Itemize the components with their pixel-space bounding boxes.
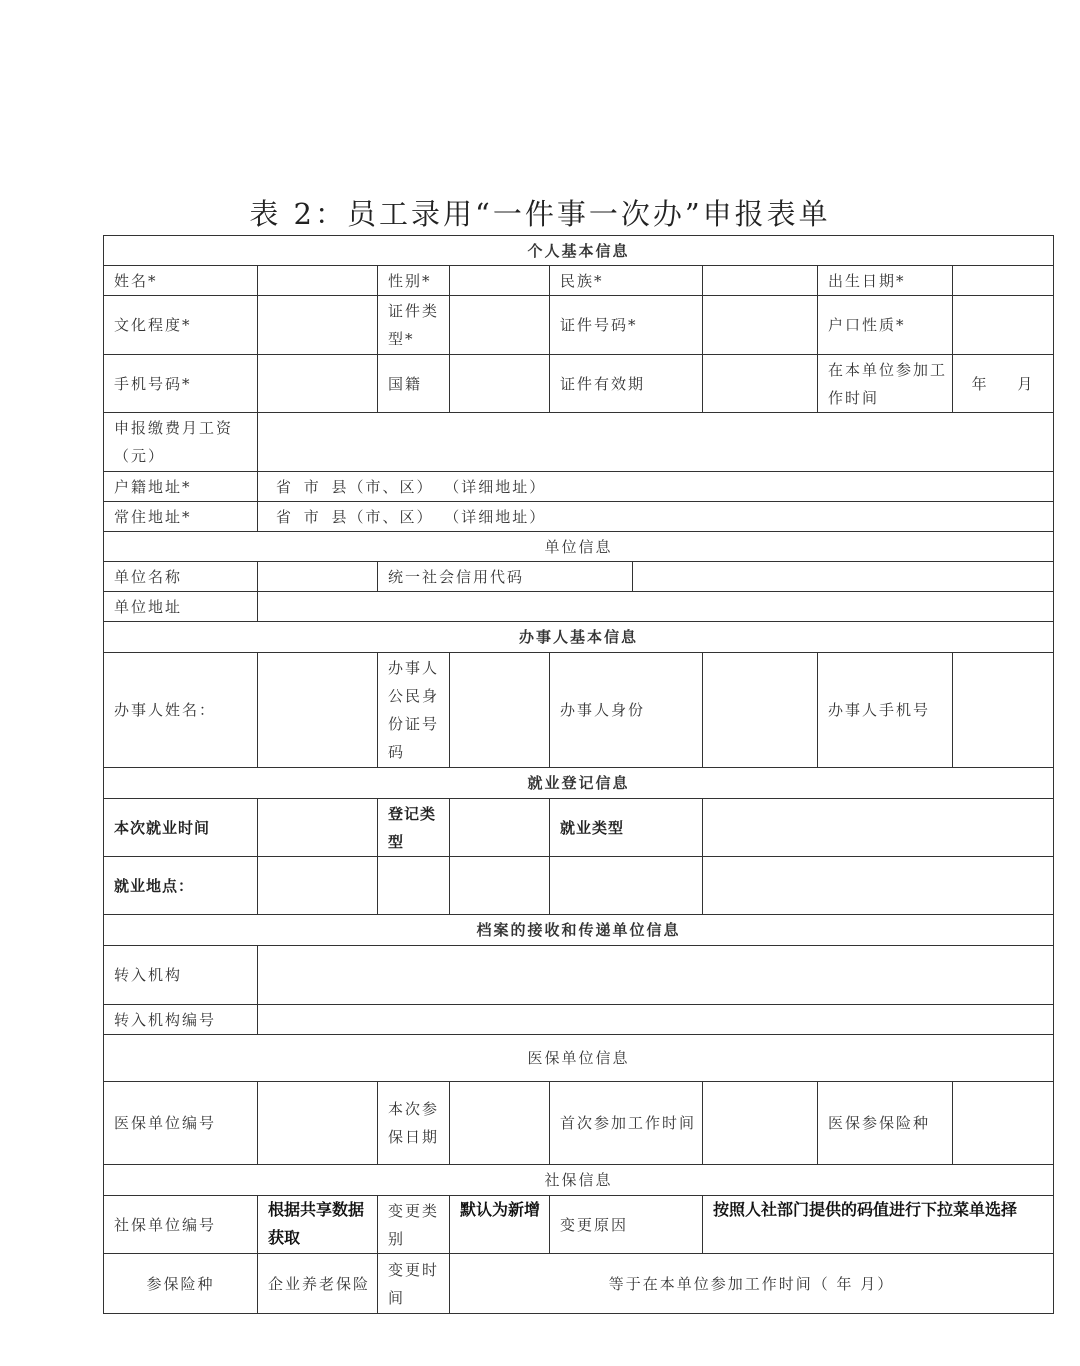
- input-phone[interactable]: [258, 355, 378, 413]
- input-medical-insurance-type[interactable]: [953, 1082, 1054, 1165]
- application-form-table: [103, 235, 1054, 1314]
- label-hukou-type: 户口性质*: [818, 296, 953, 355]
- label-employment-location: 就业地点：: [104, 857, 258, 915]
- label-nationality: 国籍: [378, 355, 450, 413]
- input-registration-type[interactable]: [450, 799, 550, 857]
- label-birth-date: 出生日期*: [818, 266, 953, 296]
- input-first-work-time[interactable]: [703, 1082, 818, 1165]
- cell-location-extra-4[interactable]: [703, 857, 1054, 915]
- label-change-reason: 变更原因: [550, 1196, 703, 1254]
- input-salary[interactable]: [258, 413, 1054, 472]
- label-gender: 性别*: [378, 266, 450, 296]
- label-id-validity: 证件有效期: [550, 355, 703, 413]
- label-unit-name: 单位名称: [104, 562, 258, 592]
- label-agent-identity: 办事人身份: [550, 653, 703, 768]
- input-id-number[interactable]: [703, 296, 818, 355]
- value-insurance-type[interactable]: 企业养老保险: [258, 1254, 378, 1314]
- label-registration-type: 登记类型: [378, 799, 450, 857]
- label-social-unit-code: 社保单位编号: [104, 1196, 258, 1254]
- input-ethnicity[interactable]: [703, 266, 818, 296]
- page-title: 表 2：员工录用“一件事一次办”申报表单: [249, 197, 831, 231]
- input-birth-date[interactable]: [953, 266, 1054, 296]
- input-transfer-institution-code[interactable]: [258, 1005, 1054, 1035]
- cell-location-extra-2[interactable]: [450, 857, 550, 915]
- label-ethnicity: 民族*: [550, 266, 703, 296]
- section-header-personal: 个人基本信息: [104, 236, 1054, 266]
- select-change-reason[interactable]: 按照人社部门提供的码值进行下拉菜单选择: [703, 1196, 1054, 1254]
- input-id-validity[interactable]: [703, 355, 818, 413]
- input-name[interactable]: [258, 266, 378, 296]
- label-medical-insurance-type: 医保参保险种: [818, 1082, 953, 1165]
- label-work-start: 在本单位参加工作时间: [818, 355, 953, 413]
- input-unit-name[interactable]: [258, 562, 378, 592]
- input-employment-time[interactable]: [258, 799, 378, 857]
- label-insurance-type: 参保险种: [104, 1254, 258, 1314]
- label-credit-code: 统一社会信用代码: [378, 562, 633, 592]
- input-agent-identity[interactable]: [703, 653, 818, 768]
- label-name: 姓名*: [104, 266, 258, 296]
- label-id-type: 证件类型*: [378, 296, 450, 355]
- input-work-start-year-month[interactable]: 年 月: [953, 355, 1054, 413]
- value-change-time[interactable]: 等于在本单位参加工作时间（ 年 月）: [450, 1254, 1054, 1314]
- label-agent-phone: 办事人手机号: [818, 653, 953, 768]
- input-residence-address[interactable]: 省 市 县（市、区） （详细地址）: [258, 502, 1054, 532]
- input-employment-type[interactable]: [703, 799, 1054, 857]
- label-transfer-institution-code: 转入机构编号: [104, 1005, 258, 1035]
- cell-location-extra-1[interactable]: [378, 857, 450, 915]
- input-medical-unit-code[interactable]: [258, 1082, 378, 1165]
- input-insured-date[interactable]: [450, 1082, 550, 1165]
- section-header-social: 社保信息: [104, 1165, 1054, 1196]
- input-credit-code[interactable]: [633, 562, 1054, 592]
- label-agent-id-number: 办事人公民身份证号码: [378, 653, 450, 768]
- input-hukou-type[interactable]: [953, 296, 1054, 355]
- label-employment-time: 本次就业时间: [104, 799, 258, 857]
- label-agent-name: 办事人姓名：: [104, 653, 258, 768]
- section-header-medical: 医保单位信息: [104, 1035, 1054, 1082]
- label-residence-address: 常住地址*: [104, 502, 258, 532]
- label-medical-unit-code: 医保单位编号: [104, 1082, 258, 1165]
- label-phone: 手机号码*: [104, 355, 258, 413]
- input-id-type[interactable]: [450, 296, 550, 355]
- input-agent-phone[interactable]: [953, 653, 1054, 768]
- section-header-employment: 就业登记信息: [104, 768, 1054, 799]
- label-id-number: 证件号码*: [550, 296, 703, 355]
- label-employment-type: 就业类型: [550, 799, 703, 857]
- value-change-type[interactable]: 默认为新增: [450, 1196, 550, 1254]
- label-hukou-address: 户籍地址*: [104, 472, 258, 502]
- input-transfer-institution[interactable]: [258, 946, 1054, 1005]
- input-agent-name[interactable]: [258, 653, 378, 768]
- section-header-archive: 档案的接收和传递单位信息: [104, 915, 1054, 946]
- input-employment-location[interactable]: [258, 857, 378, 915]
- input-agent-id-number[interactable]: [450, 653, 550, 768]
- input-unit-address[interactable]: [258, 592, 1054, 622]
- label-change-type: 变更类别: [378, 1196, 450, 1254]
- section-header-unit: 单位信息: [104, 532, 1054, 562]
- label-unit-address: 单位地址: [104, 592, 258, 622]
- label-education: 文化程度*: [104, 296, 258, 355]
- label-insured-date: 本次参保日期: [378, 1082, 450, 1165]
- label-salary: 申报缴费月工资（元）: [104, 413, 258, 472]
- label-first-work-time: 首次参加工作时间: [550, 1082, 703, 1165]
- section-header-agent: 办事人基本信息: [104, 622, 1054, 653]
- cell-location-extra-3[interactable]: [550, 857, 703, 915]
- input-gender[interactable]: [450, 266, 550, 296]
- input-nationality[interactable]: [450, 355, 550, 413]
- label-change-time: 变更时间: [378, 1254, 450, 1314]
- label-transfer-institution: 转入机构: [104, 946, 258, 1005]
- input-hukou-address[interactable]: 省 市 县（市、区） （详细地址）: [258, 472, 1054, 502]
- input-education[interactable]: [258, 296, 378, 355]
- value-social-unit-code[interactable]: 根据共享数据获取: [258, 1196, 378, 1254]
